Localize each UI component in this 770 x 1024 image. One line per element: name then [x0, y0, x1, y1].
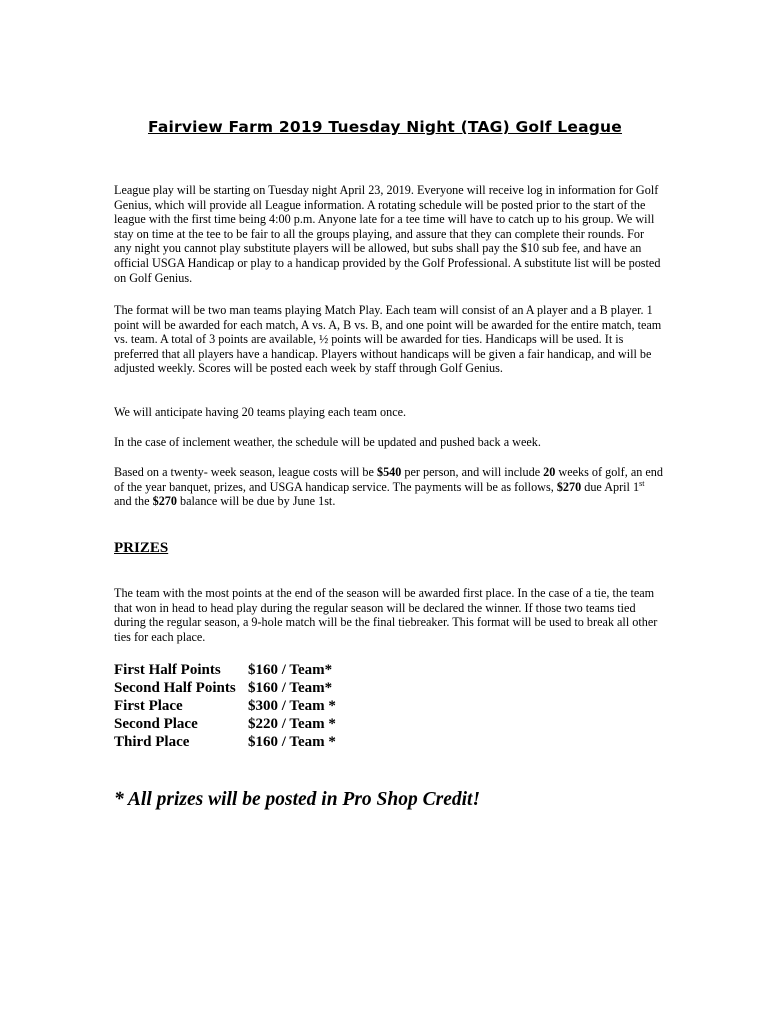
weeks-count: 20 [543, 465, 556, 479]
prize-name: Second Half Points [114, 680, 236, 696]
format-paragraph: The format will be two man teams playing Match Play. Each team will consist of an A player and a B player. 1 point will be awarded for each match, A vs. A, B vs. B, and one point will be awarded for the entire match, team vs. team. A total of 3 points are available, ½ points will be awarded for ties. Handicaps will be used. It is preferred that all players have a handicap. Players without handicaps will be given a fair handicap, and will be adjusted weekly. Scores will be posted each week by staff through Golf Genius. [114, 303, 662, 376]
document-title: Fairview Farm 2019 Tuesday Night (TAG) Golf League [147, 118, 623, 136]
prize-table [114, 661, 336, 751]
prize-name: First Place [114, 698, 183, 714]
prize-amount: $300 / Team * [248, 698, 336, 714]
first-payment: $270 [556, 479, 582, 494]
teams-paragraph: We will anticipate having 20 teams playing each team once. [114, 405, 407, 419]
pro-shop-credit-note: * All prizes will be posted in Pro Shop Credit! [114, 789, 481, 810]
prize-name: Second Place [114, 716, 198, 732]
season-cost: $540 [376, 465, 402, 479]
prize-row [114, 679, 336, 697]
costs-paragraph [114, 465, 664, 509]
prize-row [114, 715, 336, 733]
costs-text: balance will be due by June 1st. [176, 494, 336, 509]
prize-amount: $220 / Team * [248, 716, 336, 732]
prize-amount: $160 / Team * [248, 734, 336, 750]
second-payment: $270 [152, 494, 177, 509]
ordinal-suffix: st [639, 478, 645, 488]
costs-text: weeks of golf, an end of the year banquet, prizes, and USGA handicap service. The payments will be as follows, [114, 465, 663, 494]
intro-paragraph: League play will be starting on Tuesday night April 23, 2019. Everyone will receive log in information for Golf Genius, which will provide all League information. A rotating schedule will be posted prior to the start of the league with the first time being 4:00 p.m. Anyone late for a tee time will have to catch up to his group. We will stay on time at the tee to be fair to all the groups playing, and assure that they can complete their rounds. For any night you cannot play substitute players will be allowed, but subs shall pay the $10 sub fee, and have an official USGA Handicap or play to a handicap provided by the Golf Professional. A substitute list will be posted on Golf Genius. [114, 183, 661, 285]
prize-name: Third Place [114, 734, 190, 750]
prize-amount: $160 / Team* [248, 662, 333, 678]
prize-row [114, 733, 336, 751]
prize-row [114, 661, 336, 679]
prize-amount: $160 / Team* [248, 680, 333, 696]
costs-text: Based on a twenty- week season, league costs will be [114, 465, 377, 479]
costs-text: and the [114, 494, 153, 509]
prize-name: First Half Points [114, 662, 221, 678]
costs-text: due April 1 [581, 479, 640, 494]
prizes-heading: PRIZES [114, 540, 169, 556]
prizes-description: The team with the most points at the end of the season will be awarded first place. In the case of a tie, the team that won in head to head play during the regular season will be declared the winner. If those two teams tied during the regular season, a 9-hole match will be the final tiebreaker. This format will be used to break all other ties for each place. [114, 586, 658, 644]
costs-text: per person, and will include [401, 465, 544, 479]
weather-paragraph: In the case of inclement weather, the schedule will be updated and pushed back a week. [114, 435, 541, 449]
prize-row [114, 697, 336, 715]
